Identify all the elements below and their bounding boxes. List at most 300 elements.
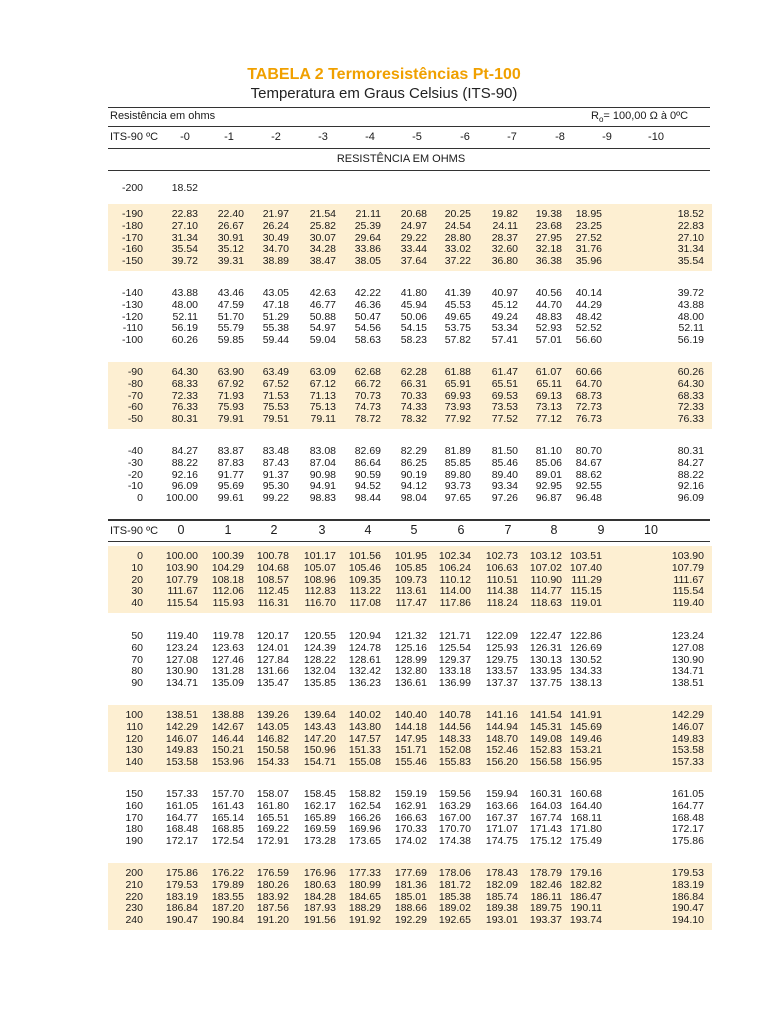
resistance-cell: 190.47 [165, 914, 198, 926]
resistance-cell: 146.82 [256, 732, 289, 745]
table-row [108, 413, 712, 425]
resistance-cell: 186.11 [530, 890, 562, 903]
resistance-cell: 77.52 [491, 413, 518, 425]
resistance-cell: 49.24 [491, 310, 518, 323]
resistance-cell: 64.70 [575, 377, 602, 390]
top-rule [108, 107, 710, 108]
resistance-cell: 144.94 [485, 720, 518, 733]
section-title: RESISTÊNCIA EM OHMS [336, 153, 466, 165]
resistance-cell: 150.96 [303, 744, 336, 757]
resistance-cell: 97.26 [491, 492, 518, 504]
resistance-cell: 190.84 [211, 914, 244, 926]
resistance-cell: 173.65 [348, 835, 381, 847]
resistance-cell: 175.49 [569, 835, 602, 847]
resistance-cell: 59.04 [309, 334, 336, 346]
header-rule [108, 126, 710, 127]
resistance-cell: 100.00 [165, 492, 198, 504]
resistance-cell: 39.72 [677, 287, 704, 299]
resistance-cell: 74.33 [400, 401, 427, 414]
resistance-cell: 124.39 [303, 641, 336, 654]
resistance-cell: 167.00 [438, 811, 471, 824]
temperature-cell: 20 [131, 573, 143, 586]
resistance-cell: 179.53 [671, 867, 704, 879]
table-block [108, 705, 712, 772]
resistance-cell: 149.08 [529, 732, 562, 745]
resistance-cell: 167.37 [485, 811, 518, 824]
resistance-cell: 97.65 [444, 492, 471, 504]
resistance-cell: 72.33 [171, 389, 198, 402]
table-row [108, 232, 712, 244]
resistance-cell: 28.37 [491, 231, 518, 244]
resistance-cell: 111.67 [167, 585, 198, 598]
temperature-cell: -160 [121, 243, 143, 256]
table-row [108, 366, 712, 378]
resistance-cell: 35.96 [575, 255, 602, 267]
resistance-cell: 67.92 [217, 377, 244, 390]
column-header: -3 [318, 131, 328, 143]
resistance-cell: 108.57 [256, 573, 289, 586]
resistance-cell: 118.63 [530, 597, 562, 609]
mid-rule [108, 519, 710, 521]
resistance-cell: 161.05 [671, 788, 704, 800]
resistance-cell: 135.85 [303, 677, 336, 689]
resistance-cell: 133.57 [485, 665, 518, 678]
resistance-cell: 84.27 [677, 456, 704, 469]
table-row [108, 299, 712, 311]
resistance-cell: 140.40 [394, 709, 427, 721]
resistance-cell: 172.17 [671, 823, 704, 836]
resistance-cell: 142.29 [165, 720, 198, 733]
temperature-cell: -170 [121, 231, 143, 244]
resistance-cell: 146.07 [671, 720, 704, 733]
resistance-cell: 158.82 [348, 788, 381, 800]
resistance-cell: 38.89 [262, 255, 289, 267]
resistance-cell: 92.55 [575, 480, 602, 493]
resistance-cell: 123.24 [671, 630, 704, 642]
resistance-cell: 164.77 [671, 799, 704, 812]
resistance-cell: 164.77 [165, 811, 198, 824]
resistance-cell: 107.79 [165, 573, 198, 586]
resistance-cell: 177.69 [394, 867, 427, 879]
temperature-cell: 220 [125, 890, 143, 903]
column-header: 2 [270, 523, 278, 537]
table-row [108, 243, 712, 255]
resistance-cell: 151.71 [394, 744, 427, 757]
resistance-cell: 104.29 [211, 561, 244, 574]
resistance-cell: 172.54 [211, 835, 244, 847]
column-header: -9 [602, 131, 612, 143]
resistance-cell: 161.43 [211, 799, 244, 812]
temperature-cell: -10 [127, 480, 143, 493]
resistance-cell: 184.28 [303, 890, 336, 903]
resistance-cell: 135.47 [256, 677, 289, 689]
table-row [108, 182, 712, 194]
resistance-cell: 105.85 [394, 561, 427, 574]
resistance-cell: 23.25 [575, 219, 602, 232]
resistance-cell: 153.58 [671, 744, 704, 757]
column-header: -4 [365, 131, 375, 143]
resistance-cell: 55.38 [262, 322, 289, 335]
resistance-cell: 42.22 [354, 287, 381, 299]
resistance-cell: 107.40 [569, 561, 602, 574]
resistance-cell: 128.22 [303, 653, 336, 666]
resistance-cell: 182.46 [529, 878, 562, 891]
resistance-cell: 56.19 [677, 334, 704, 346]
resistance-cell: 31.34 [677, 243, 704, 256]
resistance-cell: 56.60 [575, 334, 602, 346]
resistance-cell: 43.46 [217, 287, 244, 299]
resistance-cell: 168.11 [570, 811, 602, 824]
resistance-cell: 65.11 [536, 377, 562, 390]
resistance-cell: 18.52 [171, 182, 198, 194]
table-block [108, 626, 712, 693]
resistance-cell: 135.09 [211, 677, 244, 689]
resistance-cell: 23.68 [535, 219, 562, 232]
resistance-cell: 186.47 [569, 890, 602, 903]
resistance-cell: 163.29 [438, 799, 471, 812]
table-row [108, 334, 712, 346]
resistance-cell: 73.13 [535, 401, 562, 414]
resistance-cell: 166.26 [348, 811, 381, 824]
resistance-cell: 115.54 [672, 585, 704, 598]
resistance-cell: 181.72 [438, 878, 471, 891]
resistance-cell: 96.48 [575, 492, 602, 504]
resistance-cell: 187.93 [303, 902, 336, 915]
resistance-cell: 147.57 [348, 732, 381, 745]
resistance-cell: 27.95 [535, 231, 562, 244]
resistance-cell: 90.19 [400, 468, 427, 481]
resistance-cell: 18.52 [677, 208, 704, 220]
resistance-cell: 149.46 [569, 732, 602, 745]
r0-label [591, 110, 688, 124]
temperature-cell: 240 [125, 914, 143, 926]
resistance-cell: 136.61 [394, 677, 427, 689]
resistance-cell: 134.71 [671, 665, 704, 678]
temperature-cell: -100 [121, 334, 143, 346]
resistance-cell: 42.63 [309, 287, 336, 299]
resistance-cell: 82.29 [400, 445, 427, 457]
table-block [108, 441, 712, 508]
resistance-cell: 139.64 [303, 709, 336, 721]
resistance-cell: 157.33 [671, 756, 704, 768]
resistance-cell: 67.12 [309, 377, 336, 390]
resistance-cell: 137.75 [529, 677, 562, 689]
resistance-cell: 149.83 [671, 732, 704, 745]
table-row [108, 550, 712, 562]
resistance-cell: 180.63 [303, 878, 336, 891]
temperature-cell: -200 [121, 182, 143, 194]
resistance-cell: 188.66 [394, 902, 427, 915]
temperature-cell: 10 [131, 561, 143, 574]
resistance-cell: 22.83 [171, 208, 198, 220]
resistance-cell: 146.07 [165, 732, 198, 745]
resistance-cell: 95.30 [262, 480, 289, 493]
resistance-cell: 21.97 [262, 208, 289, 220]
resistance-cell: 82.69 [354, 445, 381, 457]
r0-symbol: R [591, 110, 599, 122]
resistance-cell: 119.78 [212, 630, 244, 642]
table-row [108, 812, 712, 824]
resistance-cell: 191.92 [348, 914, 381, 926]
resistance-cell: 91.37 [262, 468, 289, 481]
resistance-cell: 152.46 [485, 744, 518, 757]
resistance-cell: 21.11 [355, 208, 381, 220]
resistance-cell: 138.51 [671, 677, 704, 689]
table-row [108, 220, 712, 232]
resistance-cell: 44.70 [535, 298, 562, 311]
table-block [108, 204, 712, 271]
resistance-cell: 43.88 [677, 298, 704, 311]
resistance-cell: 47.18 [262, 298, 289, 311]
resistance-cell: 87.83 [217, 456, 244, 469]
resistance-cell: 59.85 [217, 334, 244, 346]
resistance-cell: 56.19 [171, 322, 198, 335]
resistance-cell: 20.68 [400, 208, 427, 220]
resistance-cell: 156.58 [529, 756, 562, 768]
temperature-cell: -90 [127, 366, 143, 378]
table-row [108, 800, 712, 812]
resistance-cell: 66.72 [354, 377, 381, 390]
resistance-cell: 50.88 [309, 310, 336, 323]
resistance-cell: 37.64 [400, 255, 427, 267]
resistance-cell: 171.07 [485, 823, 518, 836]
resistance-cell: 52.93 [535, 322, 562, 335]
resistance-cell: 48.42 [575, 310, 602, 323]
resistance-cell: 116.31 [257, 597, 289, 609]
resistance-cell: 176.59 [256, 867, 289, 879]
column-header: -7 [507, 131, 517, 143]
resistance-cell: 117.86 [439, 597, 471, 609]
table-row [108, 322, 712, 334]
resistance-cell: 164.03 [529, 799, 562, 812]
resistance-cell: 92.16 [171, 468, 198, 481]
resistance-cell: 53.34 [491, 322, 518, 335]
resistance-cell: 38.05 [354, 255, 381, 267]
resistance-cell: 127.84 [256, 653, 289, 666]
resistance-cell: 49.65 [444, 310, 471, 323]
resistance-cell: 141.16 [485, 709, 518, 721]
resistance-cell: 132.04 [303, 665, 336, 678]
table-row [108, 574, 712, 586]
resistance-cell: 26.67 [217, 219, 244, 232]
resistance-cell: 162.17 [303, 799, 336, 812]
resistance-cell: 123.24 [165, 641, 198, 654]
resistance-cell: 38.47 [309, 255, 336, 267]
resistance-cell: 167.74 [529, 811, 562, 824]
resistance-cell: 169.96 [348, 823, 381, 836]
resistance-cell: 51.70 [217, 310, 244, 323]
resistance-cell: 65.91 [444, 377, 471, 390]
resistance-cell: 172.91 [256, 835, 289, 847]
resistance-cell: 115.54 [166, 597, 198, 609]
resistance-cell: 115.93 [212, 597, 244, 609]
resistance-cell: 160.31 [529, 788, 562, 800]
column-header: -2 [271, 131, 281, 143]
resistance-cell: 122.09 [485, 630, 518, 642]
resistance-cell: 69.53 [491, 389, 518, 402]
resistance-cell: 83.48 [262, 445, 289, 457]
resistance-cell: 152.83 [529, 744, 562, 757]
resistance-cell: 79.91 [217, 413, 244, 425]
resistance-cell: 63.90 [217, 366, 244, 378]
resistance-cell: 120.17 [256, 630, 289, 642]
resistance-cell: 98.04 [400, 492, 427, 504]
table-row [108, 879, 712, 891]
resistance-cell: 101.95 [394, 550, 427, 562]
resistance-cell: 29.22 [400, 231, 427, 244]
resistance-cell: 161.05 [165, 799, 198, 812]
resistance-cell: 65.51 [491, 377, 518, 390]
resistance-cell: 116.70 [304, 597, 336, 609]
table-row [108, 562, 712, 574]
resistance-cell: 93.34 [491, 480, 518, 493]
temperature-cell: -70 [127, 389, 143, 402]
resistance-cell: 145.69 [569, 720, 602, 733]
resistance-cell: 124.01 [256, 641, 289, 654]
resistance-cell: 92.95 [535, 480, 562, 493]
resistance-cell: 80.70 [575, 445, 602, 457]
resistance-cell: 131.28 [211, 665, 244, 678]
resistance-cell: 76.73 [575, 413, 602, 425]
resistance-cell: 153.21 [569, 744, 602, 757]
resistance-cell: 46.77 [309, 298, 336, 311]
resistance-cell: 62.28 [400, 366, 427, 378]
resistance-cell: 40.56 [535, 287, 562, 299]
resistance-cell: 155.83 [438, 756, 471, 768]
temperature-cell: -110 [122, 322, 143, 335]
table-block [108, 362, 712, 429]
resistance-cell: 141.54 [529, 709, 562, 721]
resistance-cell: 177.33 [348, 867, 381, 879]
resistance-cell: 69.93 [444, 389, 471, 402]
temperature-cell: -120 [121, 310, 143, 323]
resistance-cell: 61.47 [491, 366, 518, 378]
resistance-cell: 89.80 [444, 468, 471, 481]
resistance-cell: 100.78 [256, 550, 289, 562]
neg-its-label: ITS-90 ºC [110, 131, 159, 143]
table-row [108, 630, 712, 642]
resistance-cell: 181.36 [394, 878, 427, 891]
resistance-cell: 34.70 [262, 243, 289, 256]
resistance-cell: 72.73 [575, 401, 602, 414]
resistance-cell: 165.89 [303, 811, 336, 824]
resistance-cell: 40.97 [491, 287, 518, 299]
resistance-cell: 115.15 [570, 585, 602, 598]
resistance-cell: 179.89 [211, 878, 244, 891]
resistance-cell: 162.91 [394, 799, 427, 812]
resistance-cell: 118.24 [486, 597, 518, 609]
temperature-cell: -60 [127, 401, 143, 414]
resistance-cell: 103.90 [671, 550, 704, 562]
resistance-cell: 186.84 [165, 902, 198, 915]
resistance-cell: 60.66 [575, 366, 602, 378]
table-row [108, 469, 712, 481]
resistance-cell: 88.62 [575, 468, 602, 481]
resistance-cell: 86.64 [354, 456, 381, 469]
resistance-cell: 87.43 [262, 456, 289, 469]
resistance-cell: 191.20 [256, 914, 289, 926]
table-row [108, 597, 712, 609]
resistance-cell: 129.37 [438, 653, 471, 666]
resistance-cell: 144.56 [438, 720, 471, 733]
resistance-cell: 182.82 [569, 878, 602, 891]
resistance-cell: 178.43 [485, 867, 518, 879]
resistance-cell: 189.02 [438, 902, 471, 915]
resistance-cell: 113.61 [395, 585, 427, 598]
resistance-cell: 130.52 [569, 653, 602, 666]
resistance-cell: 94.91 [309, 480, 336, 493]
resistance-cell: 150.21 [211, 744, 244, 757]
resistance-cell: 27.10 [171, 219, 198, 232]
resistance-cell: 105.07 [303, 561, 336, 574]
resistance-cell: 93.73 [444, 480, 471, 493]
resistance-cell: 21.54 [309, 208, 336, 220]
resistance-cell: 125.93 [485, 641, 518, 654]
temperature-cell: -190 [121, 208, 143, 220]
resistance-cell: 48.00 [171, 298, 198, 311]
resistance-cell: 140.78 [438, 709, 471, 721]
resistance-cell: 61.07 [535, 366, 562, 378]
resistance-cell: 89.40 [491, 468, 518, 481]
resistance-cell: 31.34 [171, 231, 198, 244]
resistance-cell: 168.85 [211, 823, 244, 836]
resistance-cell: 31.76 [575, 243, 602, 256]
resistance-cell: 68.33 [171, 377, 198, 390]
resistance-cell: 78.72 [354, 413, 381, 425]
column-header: 1 [224, 523, 232, 537]
resistance-cell: 73.93 [444, 401, 471, 414]
table-row [108, 788, 712, 800]
resistance-cell: 106.24 [438, 561, 471, 574]
resistance-cell: 101.17 [303, 550, 336, 562]
resistance-cell: 160.68 [569, 788, 602, 800]
resistance-cell: 142.67 [211, 720, 244, 733]
resistance-cell: 106.63 [485, 561, 518, 574]
resistance-cell: 140.02 [348, 709, 381, 721]
resistance-cell: 105.46 [348, 561, 381, 574]
resistance-cell: 77.12 [535, 413, 562, 425]
resistance-cell: 138.88 [211, 709, 244, 721]
resistance-cell: 165.14 [211, 811, 244, 824]
resistance-cell: 50.06 [400, 310, 427, 323]
resistance-cell: 50.47 [354, 310, 381, 323]
temperature-cell: 70 [131, 653, 143, 666]
table-block [108, 546, 712, 613]
table-row [108, 642, 712, 654]
temperature-cell: 230 [125, 902, 143, 915]
resistance-cell: 126.31 [529, 641, 562, 654]
resistance-cell: 100.39 [211, 550, 244, 562]
resistance-cell: 58.63 [354, 334, 381, 346]
resistance-cell: 58.23 [400, 334, 427, 346]
resistance-cell: 102.34 [438, 550, 471, 562]
resistance-cell: 110.12 [439, 573, 471, 586]
resistance-cell: 151.33 [348, 744, 381, 757]
resistance-cell: 37.22 [444, 255, 471, 267]
resistance-cell: 128.99 [394, 653, 427, 666]
resistance-cell: 63.09 [309, 366, 336, 378]
resistance-cell: 136.99 [438, 677, 471, 689]
column-header: 7 [504, 523, 512, 537]
resistance-cell: 43.05 [262, 287, 289, 299]
resistance-cell: 168.48 [165, 823, 198, 836]
temperature-cell: -50 [127, 413, 143, 425]
resistance-cell: 61.88 [444, 366, 471, 378]
table-row [108, 492, 712, 504]
resistance-cell: 148.70 [485, 732, 518, 745]
resistance-cell: 47.59 [217, 298, 244, 311]
resistance-cell: 29.64 [354, 231, 381, 244]
